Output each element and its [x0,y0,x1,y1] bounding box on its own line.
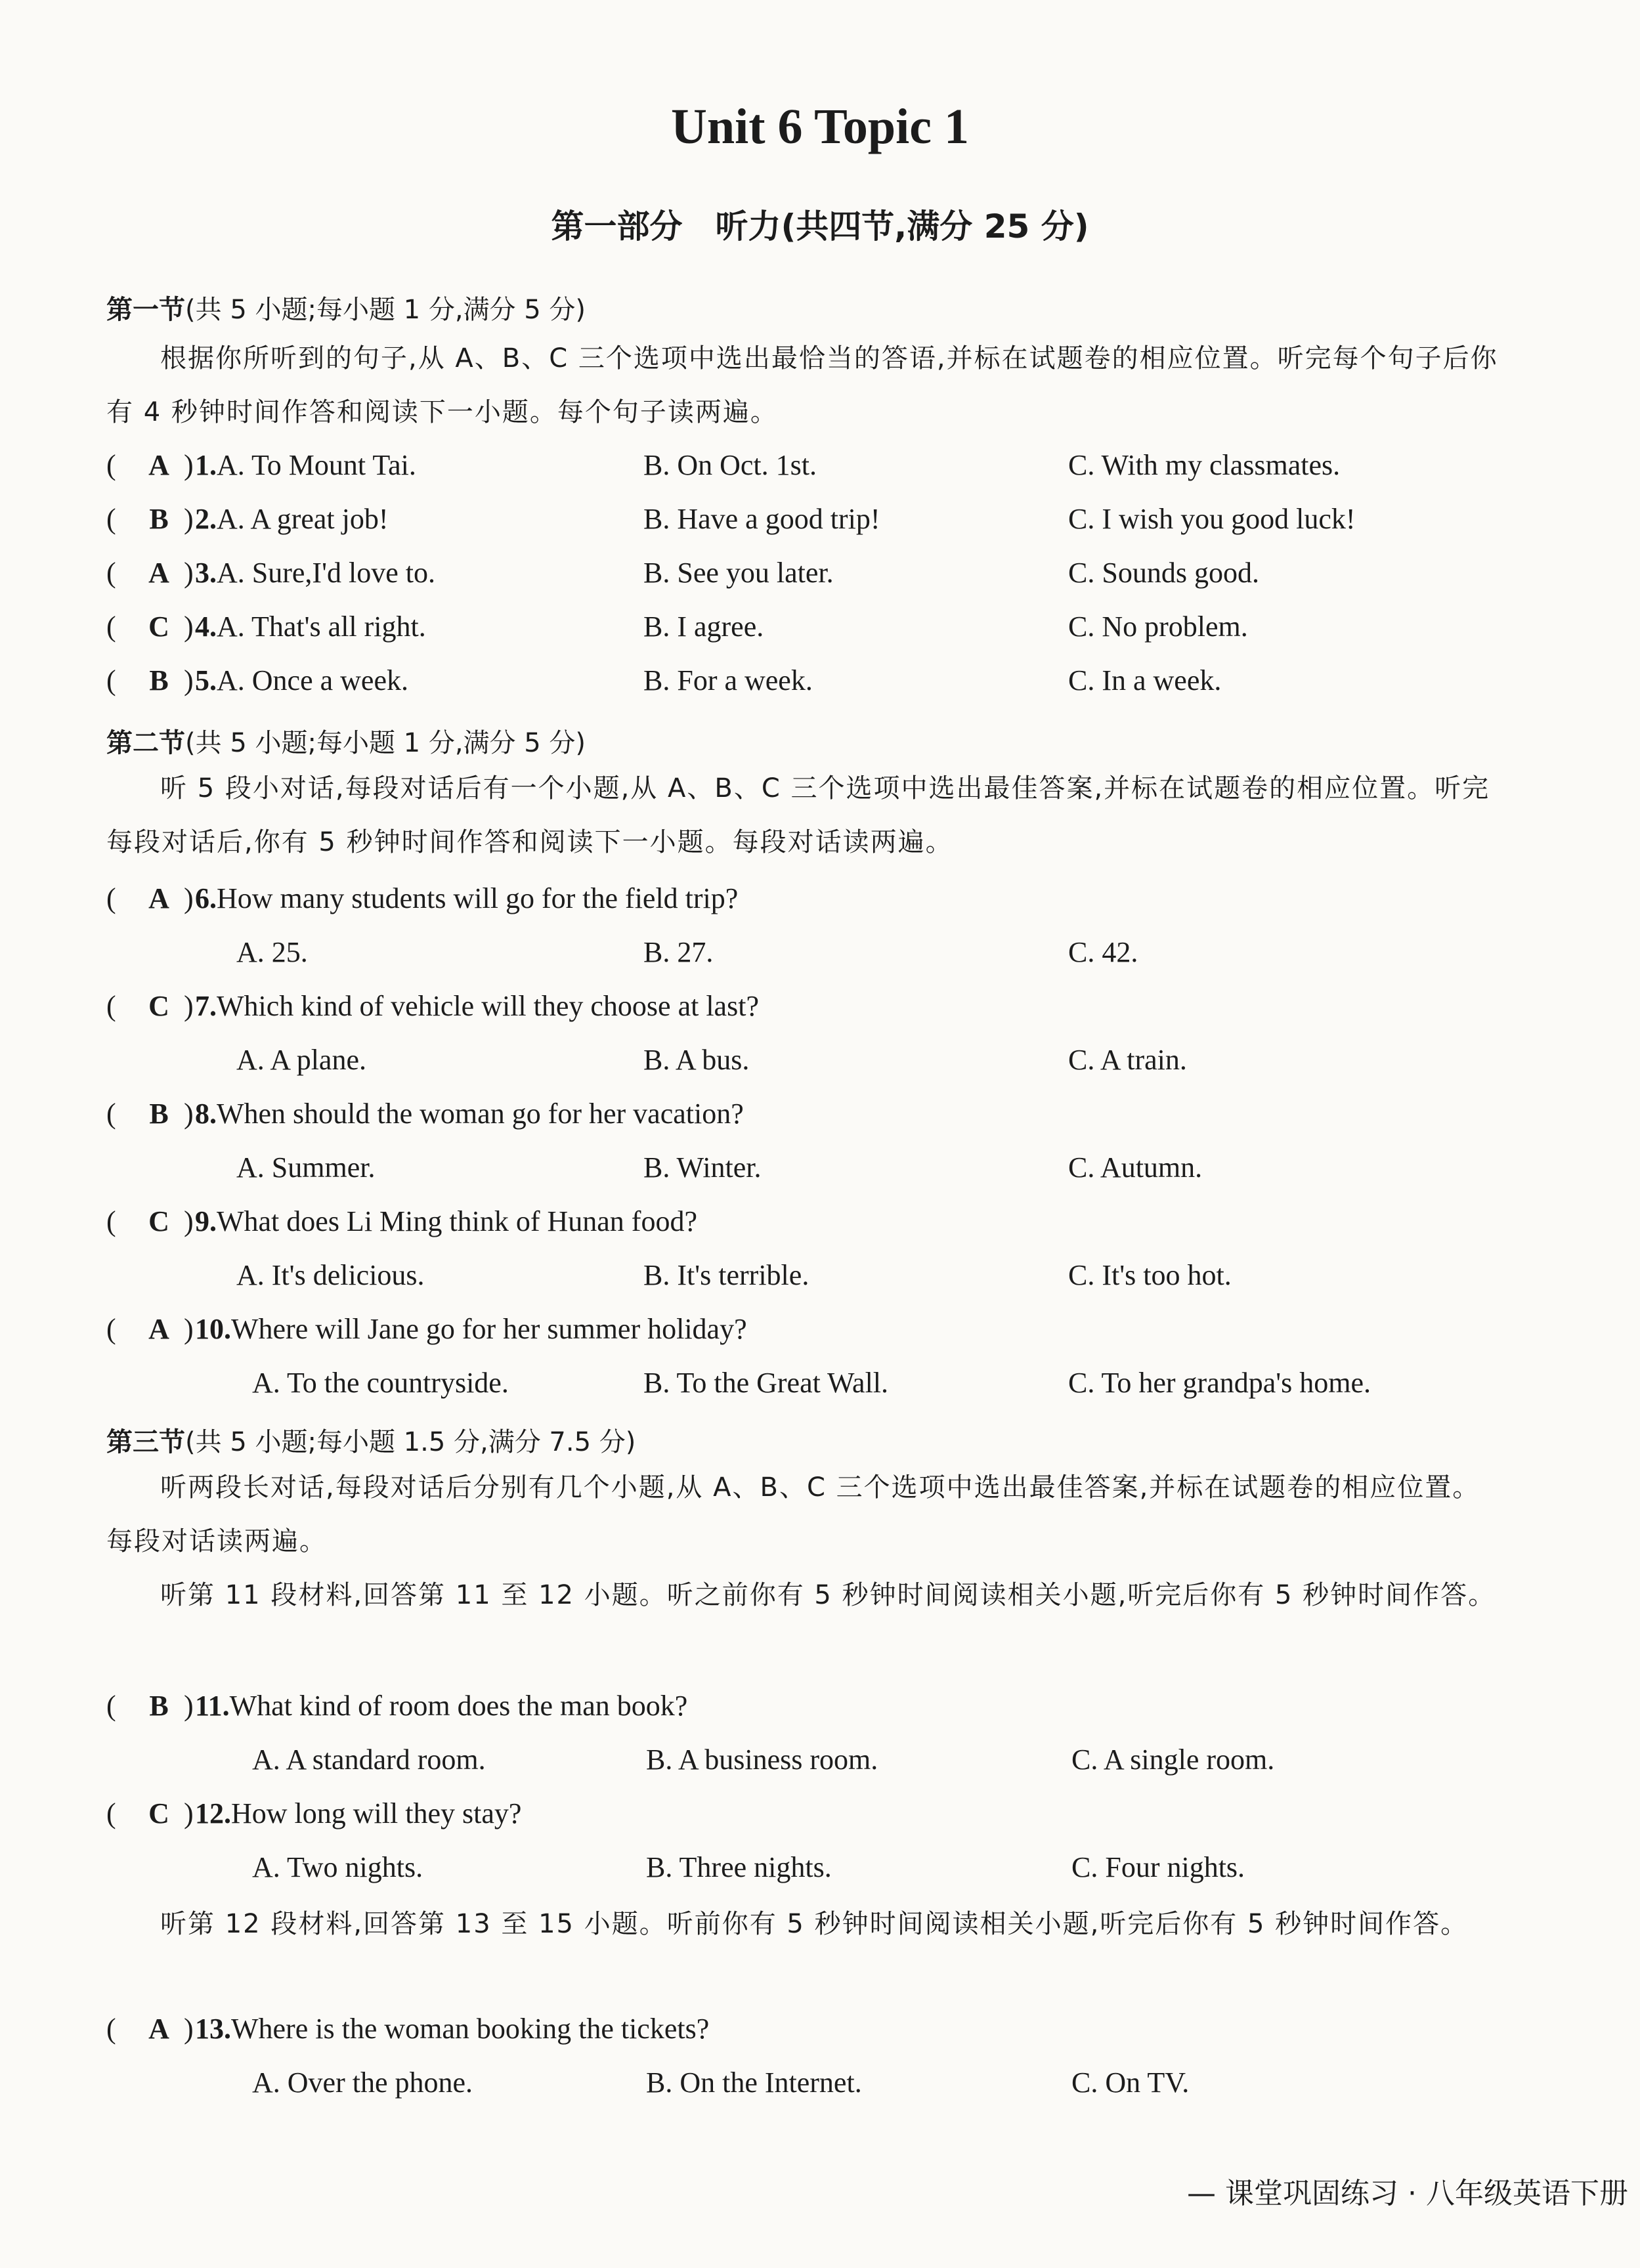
section-label: 第三节 [106,1427,185,1457]
option-a: A. It's delicious. [236,1259,425,1291]
exam-page: Unit 6 Topic 1 第一部分 听力(共四节,满分 25 分) 第一节(共 5 小题;每小题 1 分,满分 5 分) 根据你所听到的句子,从 A、B、C 三个选项中选出最恰当的答语,并标在试题卷的相应位置。听完每个句子后你有 4 秒钟时间作答和阅读下一小题。每个句子读两遍。 ( A ) 1.A. To Mount Tai. B. On Oct. 1st. C. With my classmates. ( B ) 2.A. A great job! B. Have a good trip! C. I wish you good luck! ( A ) 3.A. Sure,I'd love to. B. See you later. C. Sounds good. ( C ) 4.A. That's all right. B. I agree. C. No problem. ( B ) 5.A. Once a week. B. For a week. C. In a week. 第二节(共 5 小题;每小题 1 分,满分 5 分) 听 5 段小对话,每段对话后有一个小题,从 A、B、C 三个选项中选出最佳答案,并标在试题卷的相应位置。听完每段对话后,你有 5 秒钟时间作答和阅读下一小题。每段对话读两遍。 ( A ) 6.How many students will go for the field trip? A. 25. B. 27. C. 42. ( C ) 7.Which kind of vehicle will they choose at last? A. A plane. B. A bus. C. A train. ( B ) 8.When should the woman go for her vacation? A. Summer. B. Winter. C. Autumn. ( C ) 9.What does Li Ming think of Hunan food? A. It's delicious. B. It's terrible. C. It's too hot. ( A ) 10.Where will Jane go for her summer holiday? A. To the countryside. B. To the Great Wall. C. To her grandpa's home. 第三节(共 5 小题;每小题 1.5 分,满分 7.5 分) 听两段长对话,每段对话后分别有几个小题,从 A、B、C 三个选项中选出最佳答案,并标在试题卷的相应位置。每段对话读两遍。 听第 11 段材料,回答第 11 至 12 小题。听之前你有 5 秒钟时间阅读相关小题,听完后你有 5 秒钟时间作答。 ( B ) 11.What kind of room does the man book? A. A standard room. B. A business room. C. A single room. ( C ) 12.How long will they stay? A. Two nights. B. Three nights. C. Four nights. 听第 12 段材料,回答第 13 至 15 小题。听前你有 5 秒钟时间阅读相关小题,听完后你有 5 秒钟时间作答。 ( A ) 13.Where is the woman booking the tickets? A. Over the phone. B. On the Internet. C. On TV. — 课堂巩固练习 · 八年级英语下册 [0,0,1640,2268]
section-1-heading [106,289,586,326]
option-c: C. Sounds good. [1068,557,1259,589]
question-number: 2. [195,503,217,535]
option-c: C. It's too hot. [1068,1259,1232,1291]
option-a: A. Over the phone. [252,2066,473,2099]
question-number: 6. [195,882,217,914]
part-heading: 第一部分 听力(共四节,满分 25 分) [551,207,1089,246]
option-a: A. 25. [236,936,308,968]
answer-mark: B [149,503,169,535]
option-a: A. Sure,I'd love to. [217,557,435,589]
option-a: A. A standard room. [252,1744,486,1776]
material-12-instructions: 听第 12 段材料,回答第 13 至 15 小题。听前你有 5 秒钟时间阅读相关小题,听完后你有 5 秒钟时间作答。 [160,1909,1469,1939]
question-number: 7. [195,990,217,1022]
section-3-instructions: 听两段长对话,每段对话后分别有几个小题,从 A、B、C 三个选项中选出最佳答案,并标在试题卷的相应位置。每段对话读两遍。 [106,1472,1480,1556]
question-number: 3. [195,557,217,589]
question-stem: Which kind of vehicle will they choose at last? [217,990,759,1022]
page-title: Unit 6 Topic 1 [670,99,970,154]
option-a: A. A plane. [236,1044,366,1076]
question-number: 13. [195,2013,231,2045]
option-c: C. A train. [1068,1044,1187,1076]
option-a: A. To the countryside. [252,1367,509,1399]
option-a: A. That's all right. [217,610,426,643]
answer-mark: A [148,882,169,914]
question-stem: Where is the woman booking the tickets? [231,2013,710,2045]
answer-mark: A [148,1313,169,1345]
question-number: 12. [195,1797,231,1829]
option-b: B. On Oct. 1st. [643,449,817,481]
question-number: 1. [195,449,217,481]
answer-mark: C [148,990,169,1022]
option-a: A. To Mount Tai. [217,449,416,481]
material-11-instructions: 听第 11 段材料,回答第 11 至 12 小题。听之前你有 5 秒钟时间阅读相关小题,听完后你有 5 秒钟时间作答。 [160,1580,1496,1610]
option-b: B. To the Great Wall. [643,1367,889,1399]
answer-mark: A [148,2013,169,2045]
option-b: B. Winter. [643,1151,762,1184]
answer-mark: B [149,1690,169,1722]
answer-mark: C [148,610,169,643]
section-1-instructions: 根据你所听到的句子,从 A、B、C 三个选项中选出最恰当的答语,并标在试题卷的相应位置。听完每个句子后你有 4 秒钟时间作答和阅读下一小题。每个句子读两遍。 [106,343,1498,427]
option-a: A. Two nights. [252,1851,423,1883]
option-b: B. 27. [643,936,714,968]
option-b: B. A business room. [646,1744,878,1776]
question-number: 11. [195,1690,230,1722]
answer-mark: C [148,1797,169,1829]
section-info: (共 5 小题;每小题 1.5 分,满分 7.5 分) [185,1427,636,1457]
option-a: A. Once a week. [217,664,408,696]
option-c: C. A single room. [1071,1744,1275,1776]
question-number: 5. [195,664,217,696]
section-2-instructions: 听 5 段小对话,每段对话后有一个小题,从 A、B、C 三个选项中选出最佳答案,并标在试题卷的相应位置。听完每段对话后,你有 5 秒钟时间作答和阅读下一小题。每段对话读两遍。 [106,773,1490,857]
answer-mark: A [148,449,169,481]
question-number: 10. [195,1313,231,1345]
option-c: C. On TV. [1071,2066,1190,2099]
question-stem: When should the woman go for her vacation? [217,1098,744,1130]
option-c: C. Autumn. [1068,1151,1203,1184]
option-a: A. A great job! [217,503,389,535]
option-b: B. See you later. [643,557,834,589]
section-label: 第一节 [106,295,185,325]
answer-mark: B [149,1098,169,1130]
option-b: B. I agree. [643,610,764,643]
answer-mark: C [148,1205,169,1237]
option-b: B. It's terrible. [643,1259,809,1291]
option-c: C. To her grandpa's home. [1068,1367,1371,1399]
page-footer: — 课堂巩固练习 · 八年级英语下册 [1187,2177,1628,2210]
option-c: C. I wish you good luck! [1068,503,1356,535]
section-label: 第二节 [106,728,185,758]
option-b: B. On the Internet. [646,2066,862,2099]
section-info: (共 5 小题;每小题 1 分,满分 5 分) [185,728,586,758]
option-b: B. Three nights. [646,1851,832,1883]
question-number: 9. [195,1205,217,1237]
question-number: 8. [195,1098,217,1130]
question-number: 4. [195,610,217,643]
question-stem: How long will they stay? [231,1797,522,1829]
question-stem: How many students will go for the field trip? [217,882,739,914]
option-c: C. No problem. [1068,610,1248,643]
option-c: C. Four nights. [1071,1851,1245,1883]
answer-mark: A [148,557,169,589]
section-2-heading [106,722,586,760]
question-stem: What does Li Ming think of Hunan food? [217,1205,697,1237]
section-3-heading [106,1421,636,1459]
option-b: B. A bus. [643,1044,750,1076]
question-stem: What kind of room does the man book? [229,1690,688,1722]
question-stem: Where will Jane go for her summer holiday? [231,1313,747,1345]
answer-mark: B [149,664,169,696]
option-c: C. With my classmates. [1068,449,1341,481]
section-info: (共 5 小题;每小题 1 分,满分 5 分) [185,295,586,325]
option-a: A. Summer. [236,1151,376,1184]
option-b: B. For a week. [643,664,813,696]
option-b: B. Have a good trip! [643,503,880,535]
option-c: C. In a week. [1068,664,1222,696]
option-c: C. 42. [1068,936,1138,968]
